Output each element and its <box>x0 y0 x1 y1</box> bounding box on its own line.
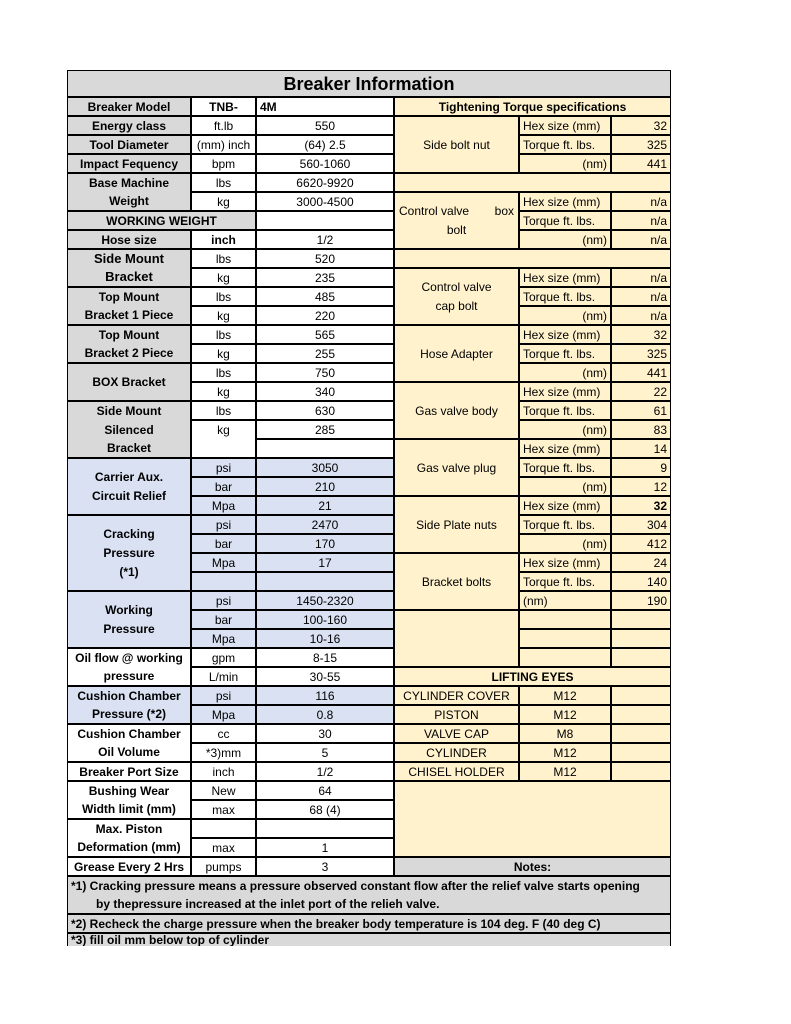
energy-class-value: 550 <box>256 116 394 135</box>
tan-filler <box>394 781 671 857</box>
notes-heading: Notes: <box>394 857 671 876</box>
top-mount-1-unit-kg: kg <box>191 306 256 325</box>
port-size-value: 1/2 <box>256 762 394 781</box>
tool-diameter-label: Tool Diameter <box>67 135 191 154</box>
gas-body-hex-label: Hex size (mm) <box>519 382 611 401</box>
gas-plug-hex-value: 14 <box>611 439 671 458</box>
carrier-aux-label: Carrier Aux. Circuit Relief <box>67 458 191 515</box>
carrier-value-bar: 210 <box>256 477 394 496</box>
bracket-bolts-label: Bracket bolts <box>394 553 519 610</box>
impact-frequency-label: Impact Fequency <box>67 154 191 173</box>
bracket-bolts-nm-value: 190 <box>611 591 671 610</box>
cushion-unit-psi: psi <box>191 686 256 705</box>
work-unit-bar: bar <box>191 610 256 629</box>
sms-value-lbs: 630 <box>256 401 394 420</box>
footnote-3: *3) fill oil mm below top of cylinder <box>67 933 671 946</box>
grease-unit: pumps <box>191 857 256 876</box>
carrier-value-psi: 3050 <box>256 458 394 477</box>
carrier-unit-bar: bar <box>191 477 256 496</box>
crack-unit-psi: psi <box>191 515 256 534</box>
hose-size-label: Hose size <box>67 230 191 249</box>
box-bracket-value-lbs: 750 <box>256 363 394 382</box>
cv-cap-hex-value: n/a <box>611 268 671 287</box>
bracket-bolts-torque-label: Torque ft. lbs. <box>519 572 611 591</box>
side-bolt-nm-label: (nm) <box>519 154 611 173</box>
side-mount-unit-kg: kg <box>191 268 256 287</box>
cushion-value-psi: 116 <box>256 686 394 705</box>
crack-unit-bar: bar <box>191 534 256 553</box>
lifting-eye-name: VALVE CAP <box>394 724 519 743</box>
side-bolt-torque-label: Torque ft. lbs. <box>519 135 611 154</box>
piston-deformation-label: Max. Piston <box>67 819 191 838</box>
lifting-eye-blank <box>611 705 671 724</box>
side-mount-value-kg: 235 <box>256 268 394 287</box>
cv-cap-nm-value: n/a <box>611 306 671 325</box>
oil-value-lmin: 30-55 <box>256 667 394 686</box>
gas-plug-torque-label: Torque ft. lbs. <box>519 458 611 477</box>
cushion-pressure-label: Cushion Chamber <box>67 686 191 705</box>
lifting-eye-blank <box>611 724 671 743</box>
top-mount-1-value-kg: 220 <box>256 306 394 325</box>
base-machine-value-lbs: 6620-9920 <box>256 173 394 192</box>
blank-row-2 <box>394 249 671 268</box>
carrier-unit-mpa: Mpa <box>191 496 256 515</box>
side-plate-nuts-label: Side Plate nuts <box>394 496 519 553</box>
gas-valve-body-label: Gas valve body <box>394 382 519 439</box>
bracket-bolts-torque-value: 140 <box>611 572 671 591</box>
sms-unit-lbs: lbs <box>191 401 256 420</box>
cushion-unit-mpa: Mpa <box>191 705 256 724</box>
sheet-title: Breaker Information <box>67 70 671 97</box>
lifting-eye-size: M12 <box>519 762 611 781</box>
side-plate-nm-label: (nm) <box>519 534 611 553</box>
side-bolt-hex-value: 32 <box>611 116 671 135</box>
cv-cap-torque-value: n/a <box>611 287 671 306</box>
bushing-wear-label: Bushing Wear <box>67 781 191 800</box>
crack-blank-value <box>256 572 394 591</box>
gas-plug-hex-label: Hex size (mm) <box>519 439 611 458</box>
piston-unit-max: max <box>191 838 256 857</box>
hose-size-unit: inch <box>191 230 256 249</box>
bushing-value-new: 64 <box>256 781 394 800</box>
breaker-model-label: Breaker Model <box>67 97 191 116</box>
cushion-volume-label: Cushion Chamber <box>67 724 191 743</box>
oil-unit-lmin: L/min <box>191 667 256 686</box>
blank-cell <box>611 610 671 629</box>
top-mount-1-value-lbs: 485 <box>256 287 394 306</box>
side-bolt-torque-value: 325 <box>611 135 671 154</box>
cv-box-nm-label: (nm) <box>519 230 611 249</box>
lifting-eye-size: M12 <box>519 743 611 762</box>
gas-valve-plug-label: Gas valve plug <box>394 439 519 496</box>
control-valve-box-bolt-label: Control valve box bolt <box>394 192 519 249</box>
working-pressure-label: Working Pressure <box>67 591 191 648</box>
cushion-volume-value-cc: 30 <box>256 724 394 743</box>
box-bracket-unit-kg: kg <box>191 382 256 401</box>
cv-cap-nm-label: (nm) <box>519 306 611 325</box>
bushing-value-max: 68 (4) <box>256 800 394 819</box>
side-mount-label: Side Mount <box>67 249 191 268</box>
sms-unit-kg: kg <box>191 420 256 458</box>
cv-box-torque-value: n/a <box>611 211 671 230</box>
side-mount-value-lbs: 520 <box>256 249 394 268</box>
carrier-value-mpa: 21 <box>256 496 394 515</box>
base-machine-unit-lbs: lbs <box>191 173 256 192</box>
cv-box-hex-value: n/a <box>611 192 671 211</box>
top-mount-2-label: Top Mount <box>67 325 191 344</box>
blank-label-cell <box>394 610 519 667</box>
top-mount-1-label: Top Mount <box>67 287 191 306</box>
hose-size-value: 1/2 <box>256 230 394 249</box>
side-plate-torque-value: 304 <box>611 515 671 534</box>
breaker-information-sheet <box>67 70 671 946</box>
gas-body-nm-value: 83 <box>611 420 671 439</box>
cracking-pressure-label: Cracking Pressure (*1) <box>67 515 191 591</box>
blank-row-1 <box>394 173 671 192</box>
side-mount-unit-lbs: lbs <box>191 249 256 268</box>
work-value-psi: 1450-2320 <box>256 591 394 610</box>
lifting-eye-size: M12 <box>519 686 611 705</box>
hose-adapter-nm-label: (nm) <box>519 363 611 382</box>
carrier-unit-psi: psi <box>191 458 256 477</box>
lifting-eye-blank <box>611 743 671 762</box>
cushion-volume-unit-cc: cc <box>191 724 256 743</box>
lifting-eye-size: M8 <box>519 724 611 743</box>
oil-flow-label: Oil flow @ working <box>67 648 191 667</box>
gas-body-torque-value: 61 <box>611 401 671 420</box>
top-mount-2-value-kg: 255 <box>256 344 394 363</box>
top-mount-2-unit-kg: kg <box>191 344 256 363</box>
side-mount-bracket-label: Bracket <box>67 268 191 287</box>
oil-value-gpm: 8-15 <box>256 648 394 667</box>
lifting-eye-name: PISTON <box>394 705 519 724</box>
bracket-bolts-nm-label: (nm) <box>519 591 611 610</box>
impact-frequency-unit: bpm <box>191 154 256 173</box>
gas-plug-torque-value: 9 <box>611 458 671 477</box>
top-mount-2-value-lbs: 565 <box>256 325 394 344</box>
base-machine-unit-kg: kg <box>191 192 256 211</box>
footnote-1a: *1) Cracking pressure means a pressure observed constant flow after the relief valve starts opening <box>67 876 671 895</box>
cv-box-nm-value: n/a <box>611 230 671 249</box>
footnote-1b: by thepressure increased at the inlet port of the relieh valve. <box>67 895 671 914</box>
grease-value: 3 <box>256 857 394 876</box>
top-mount-2-piece-label: Bracket 2 Piece <box>67 344 191 363</box>
cv-box-torque-label: Torque ft. lbs. <box>519 211 611 230</box>
hose-adapter-hex-label: Hex size (mm) <box>519 325 611 344</box>
grease-label: Grease Every 2 Hrs <box>67 857 191 876</box>
sms-blank <box>256 439 394 458</box>
sms-label-3: Bracket <box>67 439 191 458</box>
lifting-eye-name: CYLINDER COVER <box>394 686 519 705</box>
bushing-unit-max: max <box>191 800 256 819</box>
tool-diameter-value: (64) 2.5 <box>256 135 394 154</box>
breaker-model-prefix: TNB- <box>191 97 256 116</box>
side-plate-hex-label: Hex size (mm) <box>519 496 611 515</box>
sms-value-kg: 285 <box>256 420 394 439</box>
lifting-eyes-title: LIFTING EYES <box>394 667 671 686</box>
cushion-pressure-label-2: Pressure (*2) <box>67 705 191 724</box>
top-mount-1-piece-label: Bracket 1 Piece <box>67 306 191 325</box>
gas-body-nm-label: (nm) <box>519 420 611 439</box>
working-weight-blank <box>256 211 394 230</box>
cushion-volume-label-2: Oil Volume <box>67 743 191 762</box>
breaker-model-value: 4M <box>256 97 394 116</box>
side-bolt-nut-label: Side bolt nut <box>394 116 519 173</box>
gas-plug-nm-label: (nm) <box>519 477 611 496</box>
sms-label-2: Silenced <box>67 420 191 439</box>
base-machine-value-kg: 3000-4500 <box>256 192 394 211</box>
crack-value-bar: 170 <box>256 534 394 553</box>
cushion-volume-unit-mm: *3)mm <box>191 743 256 762</box>
work-unit-psi: psi <box>191 591 256 610</box>
port-size-unit: inch <box>191 762 256 781</box>
port-size-label: Breaker Port Size <box>67 762 191 781</box>
lifting-eye-name: CHISEL HOLDER <box>394 762 519 781</box>
footnote-2: *2) Recheck the charge pressure when the breaker body temperature is 104 deg. F (40 deg C) <box>67 914 671 933</box>
oil-flow-pressure-label: pressure <box>67 667 191 686</box>
work-unit-mpa: Mpa <box>191 629 256 648</box>
blank-cell <box>611 629 671 648</box>
lifting-eye-size: M12 <box>519 705 611 724</box>
gas-body-hex-value: 22 <box>611 382 671 401</box>
blank-cell <box>519 648 611 667</box>
piston-deformation-label-2: Deformation (mm) <box>67 838 191 857</box>
side-plate-torque-label: Torque ft. lbs. <box>519 515 611 534</box>
sms-label-1: Side Mount <box>67 401 191 420</box>
cv-box-hex-label: Hex size (mm) <box>519 192 611 211</box>
box-bracket-unit-lbs: lbs <box>191 363 256 382</box>
cv-cap-torque-label: Torque ft. lbs. <box>519 287 611 306</box>
side-bolt-hex-label: Hex size (mm) <box>519 116 611 135</box>
blank-cell <box>519 610 611 629</box>
work-value-mpa: 10-16 <box>256 629 394 648</box>
hose-adapter-label: Hose Adapter <box>394 325 519 382</box>
crack-value-mpa: 17 <box>256 553 394 572</box>
hose-adapter-nm-value: 441 <box>611 363 671 382</box>
working-weight-heading: WORKING WEIGHT <box>67 211 256 230</box>
blank-cell <box>519 629 611 648</box>
hose-adapter-torque-value: 325 <box>611 344 671 363</box>
piston-blank-value <box>256 819 394 838</box>
crack-value-psi: 2470 <box>256 515 394 534</box>
lifting-eye-name: CYLINDER <box>394 743 519 762</box>
crack-unit-mpa: Mpa <box>191 553 256 572</box>
tool-diameter-unit: (mm) inch <box>191 135 256 154</box>
bracket-bolts-hex-label: Hex size (mm) <box>519 553 611 572</box>
torque-spec-title: Tightening Torque specifications <box>394 97 671 116</box>
hose-adapter-hex-value: 32 <box>611 325 671 344</box>
control-valve-cap-bolt-label: Control valve cap bolt <box>394 268 519 325</box>
side-plate-hex-value: 32 <box>611 496 671 515</box>
side-bolt-nm-value: 441 <box>611 154 671 173</box>
hose-adapter-torque-label: Torque ft. lbs. <box>519 344 611 363</box>
top-mount-2-unit-lbs: lbs <box>191 325 256 344</box>
piston-blank-unit <box>191 819 256 838</box>
side-plate-nm-value: 412 <box>611 534 671 553</box>
box-bracket-label: BOX Bracket <box>67 363 191 401</box>
oil-unit-gpm: gpm <box>191 648 256 667</box>
work-value-bar: 100-160 <box>256 610 394 629</box>
base-machine-label: Base Machine <box>67 173 191 192</box>
cv-cap-hex-label: Hex size (mm) <box>519 268 611 287</box>
piston-value-max: 1 <box>256 838 394 857</box>
impact-frequency-value: 560-1060 <box>256 154 394 173</box>
lifting-eye-blank <box>611 762 671 781</box>
gas-plug-nm-value: 12 <box>611 477 671 496</box>
top-mount-1-unit-lbs: lbs <box>191 287 256 306</box>
bracket-bolts-hex-value: 24 <box>611 553 671 572</box>
lifting-eye-blank <box>611 686 671 705</box>
cushion-volume-value-mm: 5 <box>256 743 394 762</box>
energy-class-unit: ft.lb <box>191 116 256 135</box>
base-machine-weight-label: Weight <box>67 192 191 211</box>
gas-body-torque-label: Torque ft. lbs. <box>519 401 611 420</box>
crack-blank-unit <box>191 572 256 591</box>
box-bracket-value-kg: 340 <box>256 382 394 401</box>
blank-cell <box>611 648 671 667</box>
cushion-value-mpa: 0.8 <box>256 705 394 724</box>
bushing-width-label: Width limit (mm) <box>67 800 191 819</box>
energy-class-label: Energy class <box>67 116 191 135</box>
bushing-unit-new: New <box>191 781 256 800</box>
